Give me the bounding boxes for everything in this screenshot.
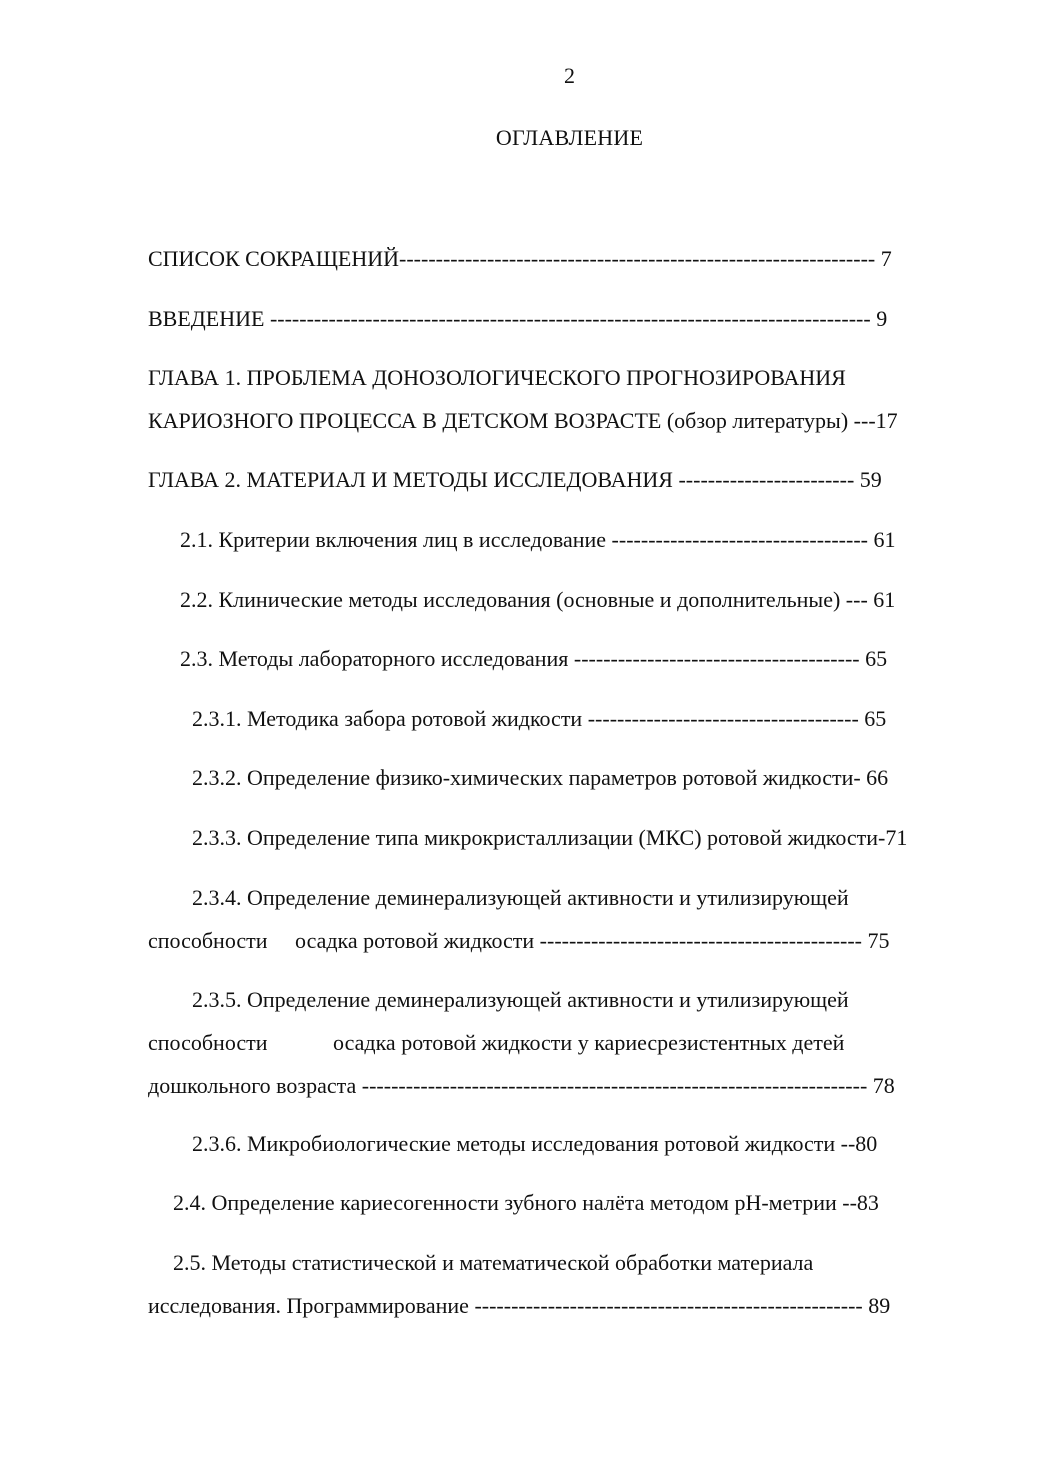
toc-entry-line: 2.3.2. Определение физико-химических параметров ротовой жидкости- 66 [192,765,889,790]
word: ротовой [401,1030,477,1055]
toc-entry-2-3-5[interactable] [148,978,990,1107]
word: детей [792,1030,845,1055]
word: и [442,1250,454,1275]
word: 2.3.4. [192,885,242,910]
toc-entry-2-5[interactable] [148,1241,990,1327]
word: и [679,987,691,1012]
toc-entry-line: дошкольного возраста --------------------------------------------------------------------- 78 [148,1073,895,1098]
word: Методы [211,1250,287,1275]
toc-entry-line: 2.1. Критерии включения лиц в исследование ----------------------------------- 61 [180,527,896,552]
word: деминерализующей [375,987,562,1012]
toc-entry-line: способности осадка ротовой жидкости -------------------------------------------- 75 [148,928,890,953]
toc-entry-line [148,1021,990,1064]
toc-entry-line [148,978,990,1021]
word: активности [567,987,674,1012]
toc-entry-abbreviations[interactable] [148,237,990,280]
toc-entry-line [148,356,990,399]
word: 2.3.5. [192,987,242,1012]
word: жидкости [481,1030,573,1055]
toc-entry-line: 2.2. Клинические методы исследования (основные и дополнительные) --- 61 [180,587,896,612]
toc-entry-2-3-6[interactable] [192,1122,1034,1165]
toc-entry-line: 2.4. Определение кариесогенности зубного налёта методом рН-метрии --83 [173,1190,879,1215]
word: математической [459,1250,610,1275]
toc-entry-line: КАРИОЗНОГО ПРОЦЕССА В ДЕТСКОМ ВОЗРАСТЕ (обзор литературы) ---17 [148,408,898,433]
toc-entry-chapter-1[interactable] [148,356,990,442]
word: осадка [333,1030,396,1055]
word: ДОНОЗОЛОГИЧЕСКОГО [372,365,621,390]
toc-entry-2-3-3[interactable] [192,816,1034,859]
toc-title: ОГЛАВЛЕНИЕ [495,125,644,150]
word: и [679,885,691,910]
toc-entry-2-4[interactable] [173,1181,1015,1224]
word: материала [717,1250,814,1275]
word: утилизирующей [696,987,849,1012]
toc-entry-2-3-2[interactable] [192,756,1034,799]
toc-entry-chapter-2[interactable] [148,458,990,501]
toc-entry-2-3-4[interactable] [148,876,990,962]
word: утилизирующей [696,885,849,910]
toc-entry-line: исследования. Программирование ----------------------------------------------------- 89 [148,1293,891,1318]
word: способности [148,1030,268,1055]
toc-entry-line: 2.3. Методы лабораторного исследования --------------------------------------- 65 [180,646,888,671]
toc-entry-2-2[interactable] [180,578,1022,621]
word: кариесрезистентных [594,1030,787,1055]
word: Определение [247,987,371,1012]
toc-entry-line: 2.3.1. Методика забора ротовой жидкости ------------------------------------- 65 [192,706,887,731]
word: ПРОГНОЗИРОВАНИЯ [626,365,846,390]
page-number: 2 [564,63,575,88]
word: 2.5. [173,1250,206,1275]
word: обработки [615,1250,712,1275]
toc-entry-line: ВВЕДЕНИЕ ---------------------------------------------------------------------------------- 9 [148,306,888,331]
word: у [577,1030,589,1055]
toc-entry-line: ГЛАВА 2. МАТЕРИАЛ И МЕТОДЫ ИССЛЕДОВАНИЯ ------------------------ 59 [148,467,882,492]
toc-entry-line: 2.3.3. Определение типа микрокристаллизации (МКС) ротовой жидкости-71 [192,825,908,850]
word: Определение [247,885,371,910]
toc-entry-introduction[interactable] [148,297,990,340]
toc-entry-line [148,876,990,919]
toc-entry-2-3[interactable] [180,637,1022,680]
word: 1. [224,365,242,390]
word: деминерализующей [375,885,562,910]
toc-entry-2-1[interactable] [180,518,1022,561]
toc-entry-2-3-1[interactable] [192,697,1034,740]
toc-entry-line [148,1241,990,1284]
toc-entry-line: 2.3.6. Микробиологические методы исследования ротовой жидкости --80 [192,1131,878,1156]
toc-entry-line: СПИСОК СОКРАЩЕНИЙ----------------------------------------------------------------- 7 [148,246,892,271]
word: активности [567,885,674,910]
word: ПРОБЛЕМА [246,365,367,390]
word: ГЛАВА [148,365,220,390]
word: статистической [291,1250,437,1275]
